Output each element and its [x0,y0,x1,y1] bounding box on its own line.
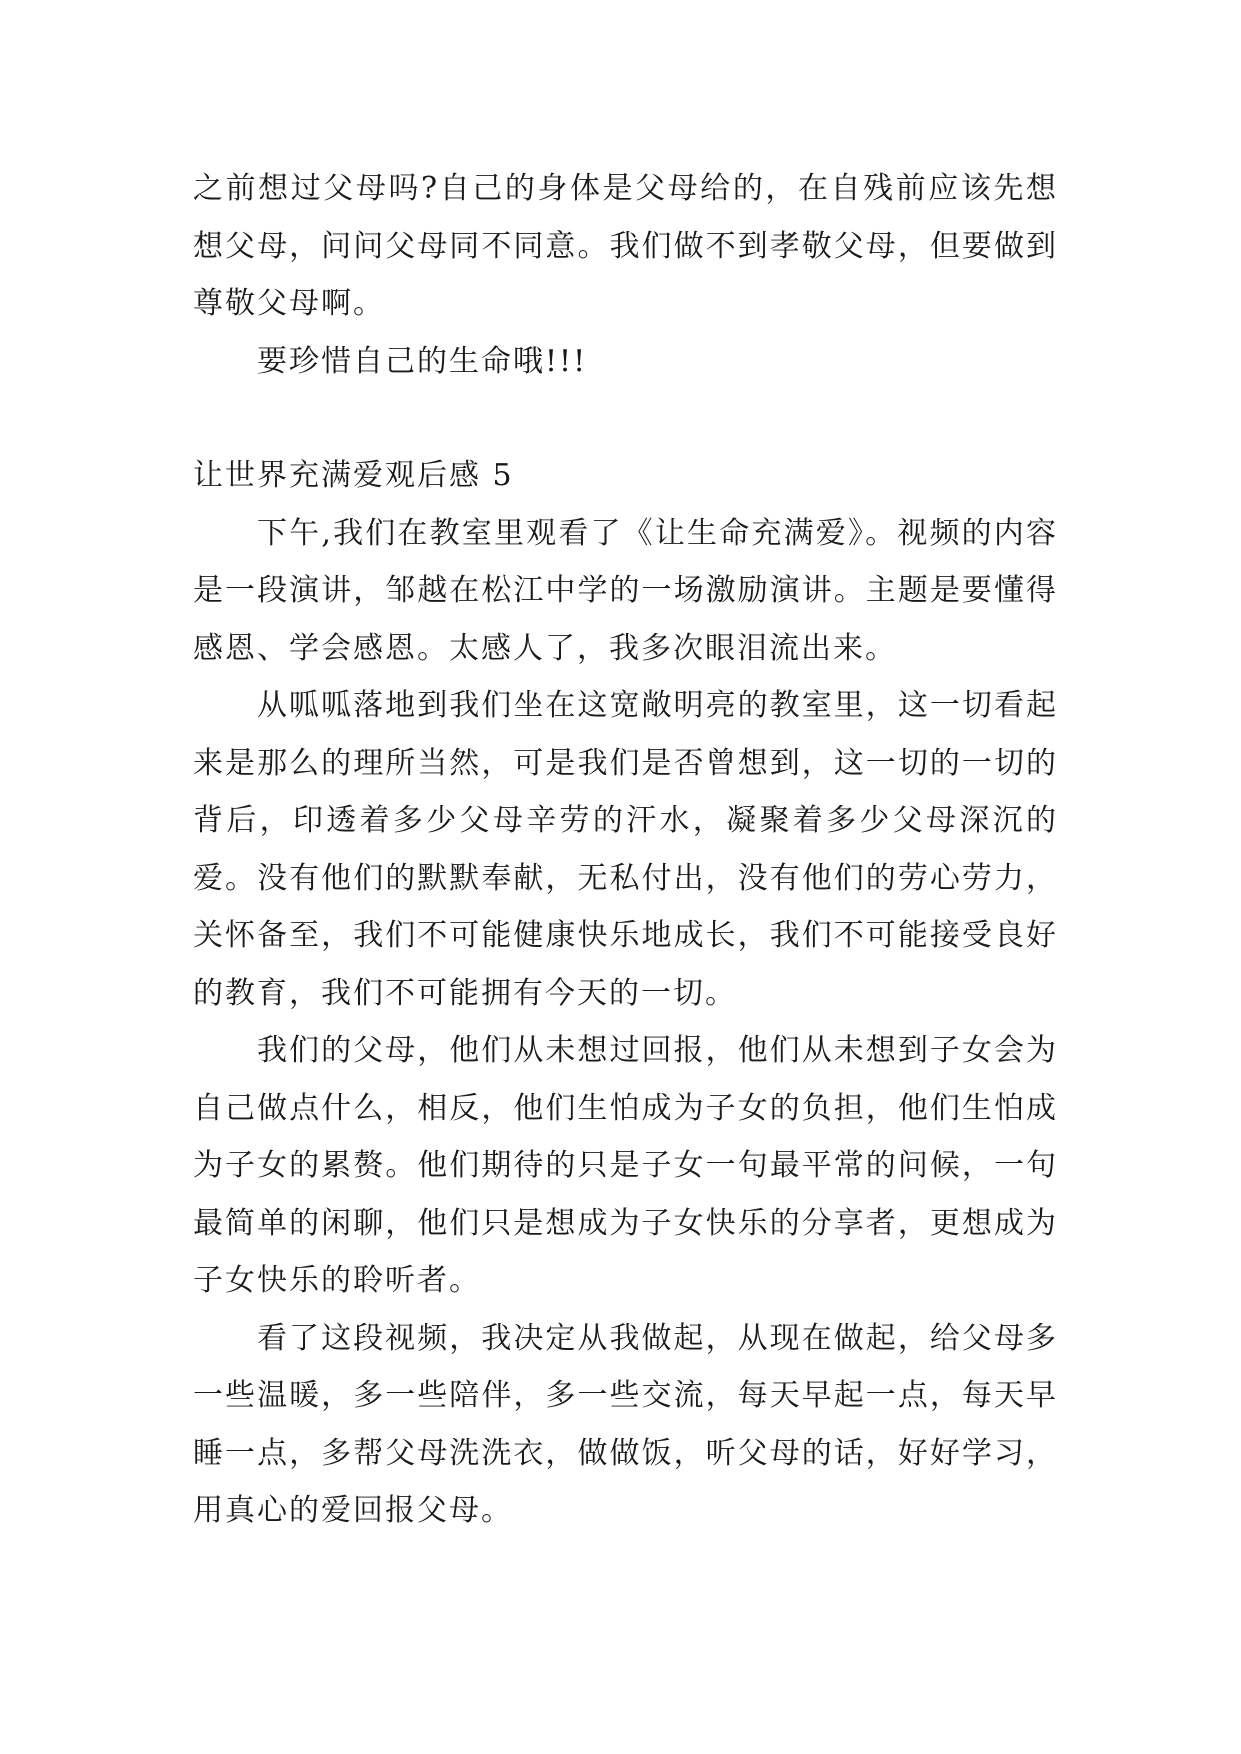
body-paragraph: 我们的父母，他们从未想过回报，他们从未想到子女会为自己做点什么，相反，他们生怕成为子女的负担，他们生怕成为子女的累赘。他们期待的只是子女一句最平常的问候，一句最简单的闲聊，他们只是想成为子女快乐的分享者，更想成为子女快乐的聆听者。 [193,1033,1058,1298]
document-page [193,160,1058,1540]
section-title: 让世界充满爱观后感 5 [193,458,514,493]
body-paragraph: 从呱呱落地到我们坐在这宽敞明亮的教室里，这一切看起来是那么的理所当然，可是我们是否曾想到，这一切的一切的背后，印透着多少父母辛劳的汗水，凝聚着多少父母深沉的爱。没有他们的默默奉献，无私付出，没有他们的劳心劳力，关怀备至，我们不可能健康快乐地成长，我们不可能接受良好的教育，我们不可能拥有今天的一切。 [193,688,1058,1011]
body-paragraph: 下午,我们在教室里观看了《让生命充满爱》。视频的内容是一段演讲，邹越在松江中学的一场激励演讲。主题是要懂得感恩、学会感恩。太感人了，我多次眼泪流出来。 [193,515,1058,666]
closing-line: 要珍惜自己的生命哦!!! [257,343,588,379]
continued-paragraph: 之前想过父母吗?自己的身体是父母给的，在自残前应该先想想父母，问问父母同不同意。我们做不到孝敬父母，但要做到尊敬父母啊。 [193,171,1058,321]
body-paragraph: 看了这段视频，我决定从我做起，从现在做起，给父母多一些温暖，多一些陪伴，多一些交流，每天早起一点，每天早睡一点，多帮父母洗洗衣，做做饭，听父母的话，好好学习，用真心的爱回报父母。 [193,1320,1058,1528]
